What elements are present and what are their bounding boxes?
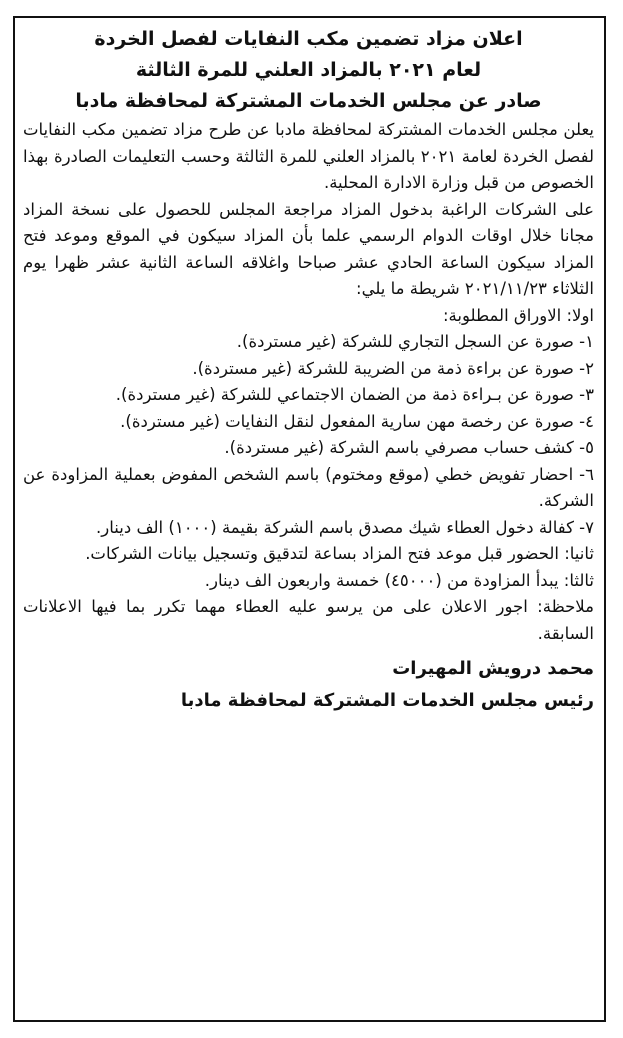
title-line: صادر عن مجلس الخدمات المشتركة لمحافظة مادبا xyxy=(75,90,542,112)
intro-paragraph: يعلن مجلس الخدمات المشتركة لمحافظة مادبا عن طرح مزاد تضمين مكب النفايات لفصل الخردة لعامة ٢٠٢١ بالمزاد العلني للمرة الثالثة وحسب التعليمات الصادرة بهذا الخصوص من قبل وزارة الادارة المحلية. xyxy=(23,120,594,192)
documents-heading: اولا: الاوراق المطلوبة: xyxy=(443,305,594,325)
third-clause: ثالثا: يبدأ المزاودة من (٤٥٠٠٠) خمسة واربعون الف دينار. xyxy=(204,570,594,590)
note-paragraph: ملاحظة: اجور الاعلان على من يرسو عليه العطاء مهما تكرر بما فيها الاعلانات السابقة. xyxy=(23,597,594,643)
title-line: اعلان مزاد تضمين مكب النفايات لفصل الخردة xyxy=(94,28,523,50)
document-item: ٣- صورة عن بـراءة ذمة من الضمان الاجتماعي للشركة (غير مستردة). xyxy=(115,385,594,404)
signatory-name: محمد درويش المهيرات xyxy=(392,658,594,679)
signatory-title: رئيس مجلس الخدمات المشتركة لمحافظة مادبا xyxy=(180,690,594,711)
title-line: لعام ٢٠٢١ بالمزاد العلني للمرة الثالثة xyxy=(135,59,482,81)
document-item: ٢- صورة عن براءة ذمة من الضريبة للشركة (غير مستردة). xyxy=(192,358,594,378)
second-clause: ثانيا: الحضور قبل موعد فتح المزاد بساعة لتدقيق وتسجيل بيانات الشركات. xyxy=(85,544,594,563)
announcement-frame xyxy=(13,16,606,1022)
document-item: ٤- صورة عن رخصة مهن سارية المفعول لنقل النفايات (غير مستردة). xyxy=(120,411,594,431)
conditions-paragraph: على الشركات الراغبة بدخول المزاد مراجعة المجلس للحصول على نسخة المزاد مجانا خلال اوقات الدوام الرسمي علما بأن المزاد سيكون في الموقع وموعد فتح المزاد سيكون الساعة الحادي عشر صباحا واغلاقه الساعة الثانية عشر ظهرا يوم الثلاثاء ٢٠٢١/١١/٢٣ شريطة ما يلي: xyxy=(23,199,594,298)
announcement-content xyxy=(23,24,594,717)
document-item: ٧- كفالة دخول العطاء شيك مصدق باسم الشركة بقيمة (١٠٠٠) الف دينار. xyxy=(96,517,594,537)
document-item: ١- صورة عن السجل التجاري للشركة (غير مستردة). xyxy=(236,332,594,351)
document-item: ٥- كشف حساب مصرفي باسم الشركة (غير مستردة). xyxy=(224,438,594,457)
document-item: ٦- احضار تفويض خطي (موقع ومختوم) باسم الشخص المفوض بعملية المزاودة عن الشركة. xyxy=(23,464,594,510)
